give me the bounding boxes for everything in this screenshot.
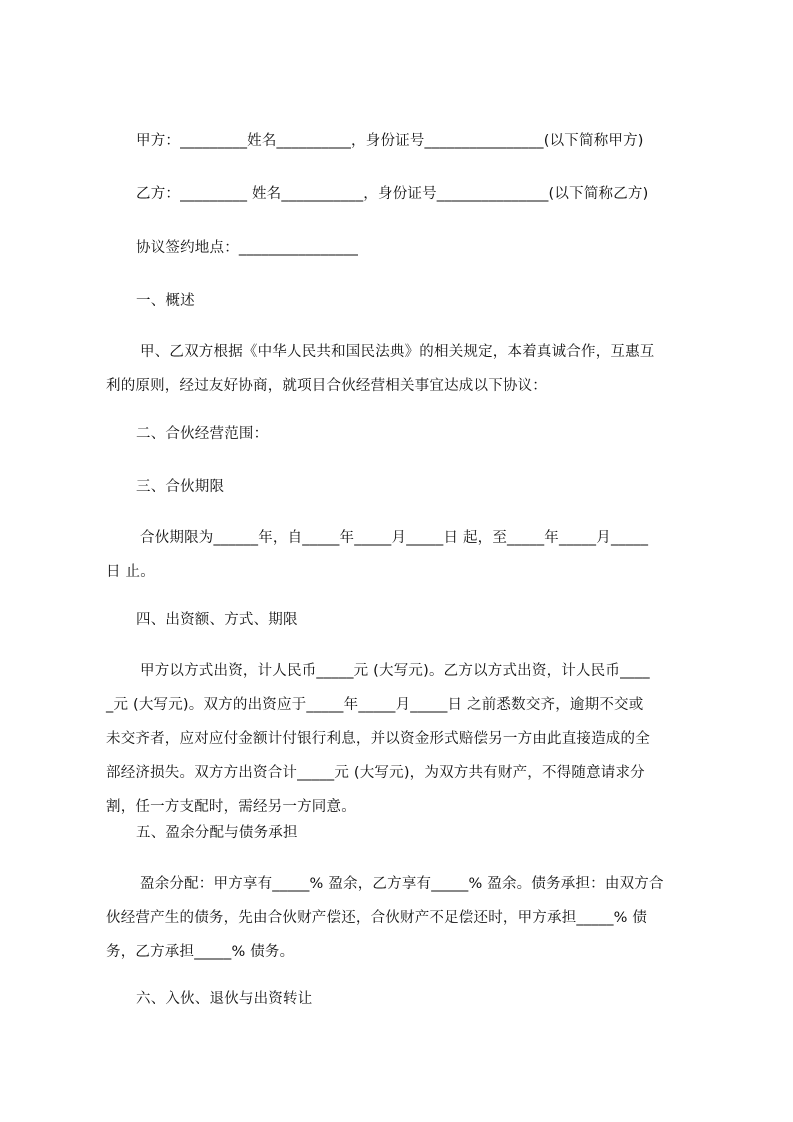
body-line: 甲、乙双方根据《中华人民共和国民法典》的相关规定，本着真诚合作，互惠互 [140, 344, 655, 360]
body-line: 部经济损失。双方方出资合计_____元 (大写元)，为双方共有财产，不得随意请求分 [106, 765, 645, 781]
body-line: 合伙期限为______年，自_____年_____月_____日 起，至_____年_____月_____ [140, 530, 649, 546]
body-line: 割，任一方支配时，需经另一方同意。 [106, 799, 356, 815]
body-line: 伙经营产生的债务，先由合伙财产偿还，合伙财产不足偿还时，甲方承担_____% 债 [106, 910, 648, 926]
body-line: 甲方以方式出资，计人民币_____元 (大写元)。乙方以方式出资，计人民币____ [140, 663, 650, 679]
section-4-title: 四、出资额、方式、期限 [136, 612, 298, 628]
section-5-title: 五、盈余分配与债务承担 [136, 825, 298, 841]
section-1-title: 一、概述 [136, 293, 195, 309]
section-2-title: 二、合伙经营范围： [136, 426, 269, 442]
section-3-title: 三、合伙期限 [136, 479, 225, 495]
section-6-title: 六、入伙、退伙与出资转让 [136, 991, 313, 1007]
party-a-line: 甲方：_________姓名__________，身份证号________________(以下简称甲方) [136, 133, 644, 149]
section-3-body [106, 521, 702, 589]
party-b-line: 乙方：_________ 姓名___________，身份证号_______________(以下简称乙方) [136, 186, 649, 202]
body-line: 利的原则，经过友好协商，就项目合伙经营相关事宜达成以下协议： [106, 378, 547, 394]
signing-location-line: 协议签约地点：________________ [136, 240, 359, 256]
section-4-body [106, 654, 702, 824]
section-5-body [106, 867, 702, 969]
section-1-body [106, 335, 702, 403]
body-line: _元 (大写元)。双方的出资应于_____年_____月_____日 之前悉数交齐，逾期不交或 [106, 697, 644, 713]
body-line: 盈余分配：甲方享有_____% 盈余，乙方享有_____% 盈余。债务承担：由双方合 [140, 876, 664, 892]
body-line: 未交齐者，应对应付金额计付银行利息，并以资金形式赔偿另一方由此直接造成的全 [106, 731, 650, 747]
body-line: 日 止。 [106, 564, 155, 580]
body-line: 务，乙方承担_____% 债务。 [106, 944, 295, 960]
